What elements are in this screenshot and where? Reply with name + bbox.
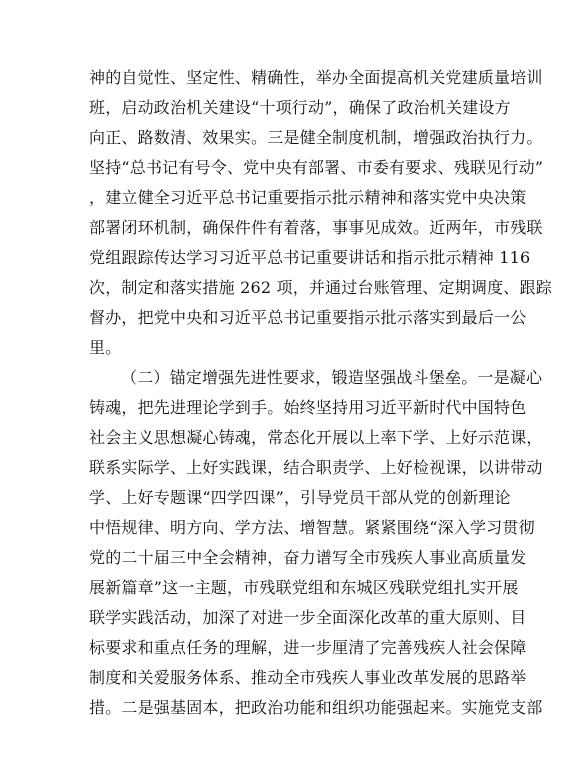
text-line-18: 展新篇章”这一主题，市残联党组和东城区残联党组扎实开展 (89, 578, 519, 597)
text-line-19: 联学实践活动，加深了对进一步全面深化改革的重大原则、目 (89, 608, 527, 627)
text-line-1: 神的自觉性、坚定性、精确性，举办全面提高机关党建质量培训 (89, 68, 543, 87)
text-line-9: 督办，把党中央和习近平总书记重要指示批示落实到最后一公 (89, 308, 527, 327)
text-line-5: ，建立健全习近平总书记重要指示批示精神和落实党中央决策 (89, 188, 527, 207)
text-line-20: 标要求和重点任务的理解，进一步厘清了完善残疾人社会保障 (89, 638, 527, 657)
text-line-13: 社会主义思想凝心铸魂，常态化开展以上率下学、上好示范课， (89, 428, 543, 447)
text-line-7: 党组跟踪传达学习习近平总书记重要讲话和指示批示精神 116 (89, 248, 531, 267)
text-line-6: 部署闭环机制，确保件件有着落，事事见成效。近两年，市残联 (89, 218, 543, 237)
text-line-14: 联系实际学、上好实践课，结合职责学、上好检视课，以讲带动 (89, 458, 543, 477)
text-line-3: 向正、路数清、效果实。三是健全制度机制，增强政治执行力。 (89, 128, 543, 147)
text-line-22: 措。二是强基固本，把政治功能和组织功能强起来。实施党支部 (89, 698, 543, 717)
text-line-11: （二）锚定增强先进性要求，锻造坚强战斗堡垒。一是凝心 (121, 368, 543, 387)
text-line-17: 党的二十届三中全会精神，奋力谱写全市残疾人事业高质量发 (89, 548, 527, 567)
text-line-2: 班，启动政治机关建设“十项行动”，确保了政治机关建设方 (89, 98, 511, 117)
text-line-16: 中悟规律、明方向、学方法、增智慧。紧紧围绕“深入学习贯彻 (89, 518, 535, 537)
text-line-12: 铸魂，把先进理论学到手。始终坚持用习近平新时代中国特色 (89, 398, 527, 417)
text-line-8: 次，制定和落实措施 262 项，并通过台账管理、定期调度、跟踪 (89, 278, 552, 297)
text-line-15: 学、上好专题课“四学四课”，引导党员干部从党的创新理论 (89, 488, 511, 507)
text-line-21: 制度和关爱服务体系、推动全市残疾人事业改革发展的思路举 (89, 668, 527, 687)
text-line-10: 里。 (89, 338, 122, 357)
text-line-4: 坚持“总书记有号令、党中央有部署、市委有要求、残联见行动” (89, 158, 544, 177)
